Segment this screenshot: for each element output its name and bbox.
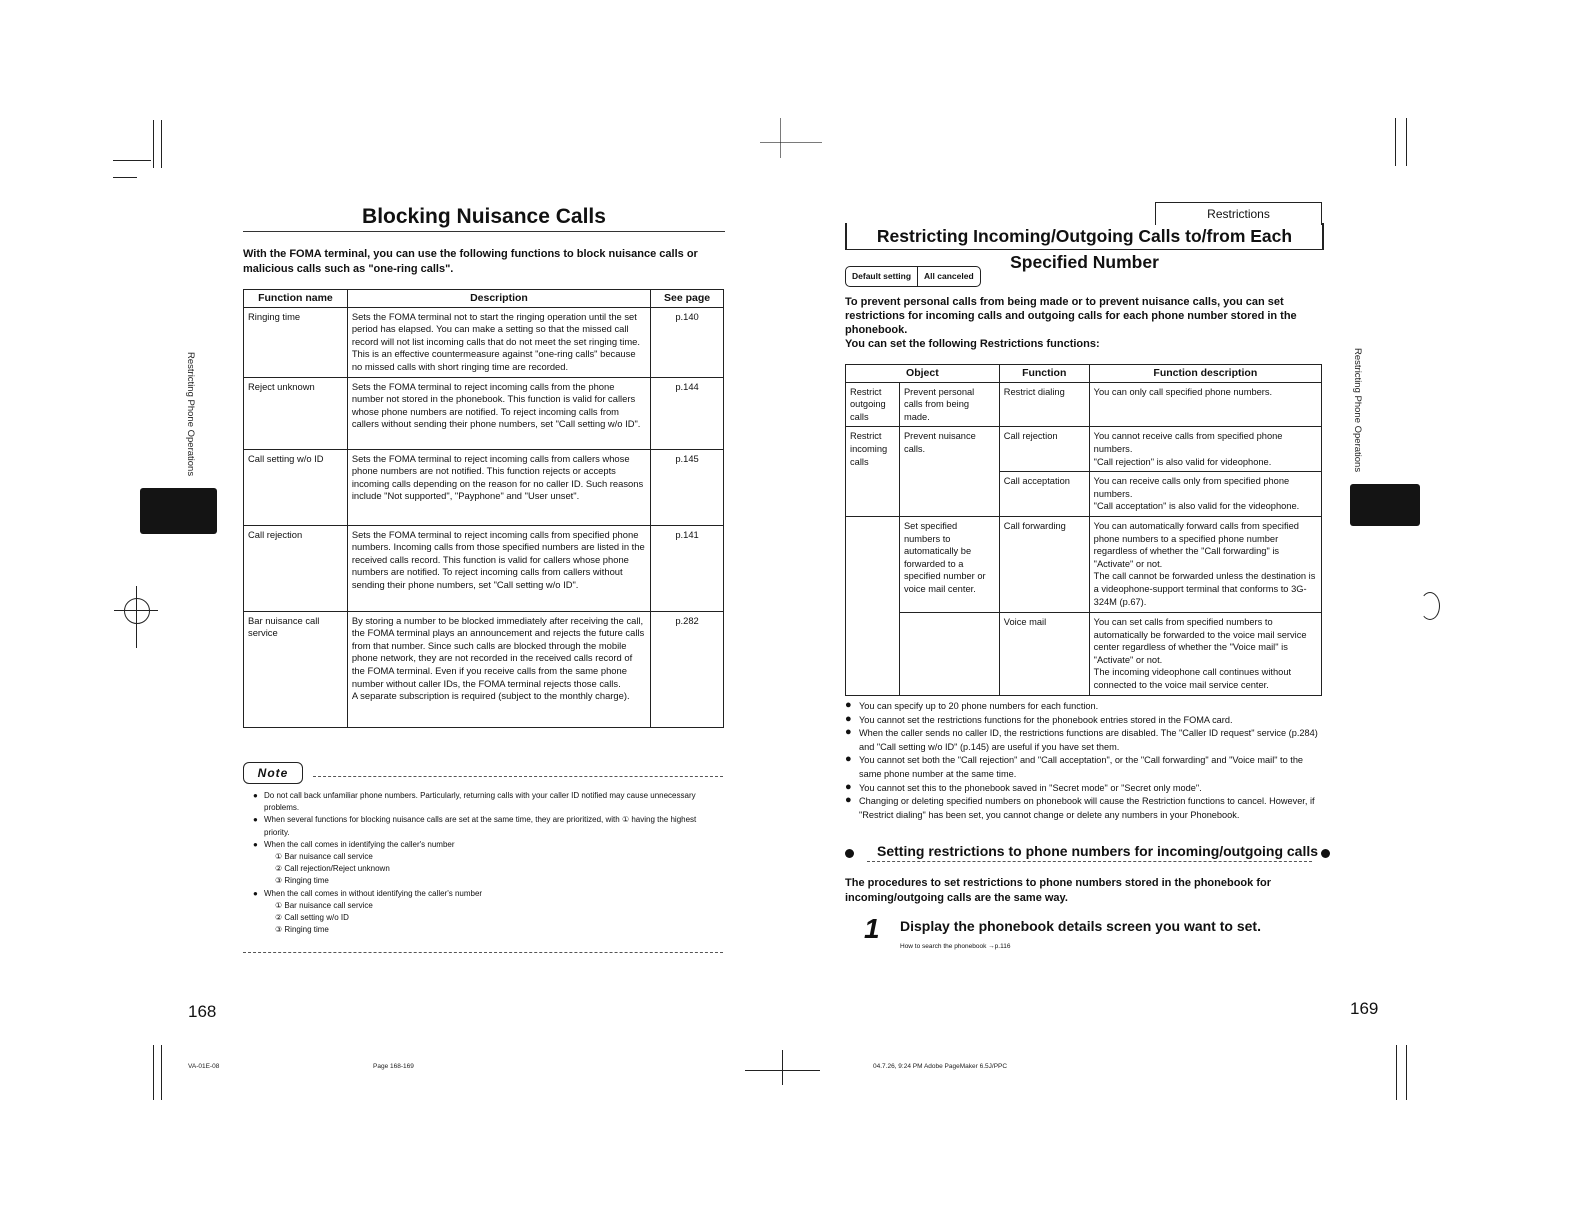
- side-chapter-label: Restricting Phone Operations: [1352, 348, 1363, 473]
- description-text: You cannot receive calls from specified phone numbers.: [1093, 431, 1283, 454]
- section-heading: [845, 843, 1330, 865]
- description-note: "Call rejection" is also valid for videophone.: [1093, 456, 1272, 467]
- bullet-icon: [845, 849, 854, 858]
- right-intro: [845, 295, 1315, 351]
- print-slug: Page 168-169: [373, 1063, 414, 1070]
- column-header: Function name: [244, 290, 348, 308]
- crop-mark: [136, 586, 137, 648]
- table-row: [244, 611, 724, 727]
- divider: [243, 952, 723, 953]
- description-note: A separate subscription is required (subject to the monthly charge).: [351, 690, 630, 702]
- left-intro: With the FOMA terminal, you can use the following functions to block nuisance calls or malicious calls such as "one-ring calls".: [243, 248, 698, 275]
- bullet-item: ● You cannot set both the "Call rejection" and "Call acceptation", or the "Call forwarding" and "Voice mail" to the same phone number at the same time.: [845, 754, 1325, 781]
- description-note: "Call acceptation" is also valid for the videophone.: [1093, 501, 1300, 512]
- function-description: [1089, 516, 1321, 612]
- column-header: Function: [999, 365, 1089, 383]
- function-description: Sets the FOMA terminal to reject incoming calls from callers whose phone numbers are not notified. This function rejects or accepts incoming calls depending on the reason for no caller ID. Such reasons include "Not supported", "Payphone" and "User unset".: [347, 449, 650, 525]
- function-name: Voice mail: [999, 612, 1089, 695]
- object-group: [846, 516, 900, 695]
- function-description: [347, 611, 650, 727]
- note-list: [253, 790, 715, 936]
- description-text: You can receive calls only from specified phone numbers.: [1093, 476, 1290, 499]
- section-tab: Restrictions: [1155, 202, 1322, 225]
- page-title: Blocking Nuisance Calls: [352, 205, 616, 228]
- restriction-notes: [845, 700, 1325, 822]
- column-header: Description: [347, 290, 650, 308]
- object-group: Restrict incoming calls: [846, 427, 900, 517]
- table-row: [846, 382, 1322, 427]
- section-title: Setting restrictions to phone numbers for incoming/outgoing calls: [877, 843, 1319, 859]
- page-reference: p.282: [651, 611, 724, 727]
- bullet-icon: [1321, 849, 1330, 858]
- note-item: ● When the call comes in identifying the caller's number: [253, 839, 715, 851]
- function-name: Call setting w/o ID: [244, 449, 348, 525]
- priority-item: ② Call rejection/Reject unknown: [275, 864, 390, 874]
- function-description: Sets the FOMA terminal not to start the ringing operation until the set period has elapsed. You can make a setting so that the missed call record will not list incoming calls that do not meet the set ringing time. This is an effective countermeasure against "one-ring calls" because no missed calls with short ringing time are recorded.: [347, 307, 650, 377]
- table-row: [846, 516, 1322, 612]
- bullet-item: ● Changing or deleting specified numbers on phonebook will cause the Restriction functions to cancel. However, if "Restrict dialing" has been set, you cannot change or delete any numbers in your Phonebook.: [845, 795, 1325, 822]
- priority-item: ① Bar nuisance call service: [275, 900, 373, 910]
- bullet-item: ● You can specify up to 20 phone numbers for each function.: [845, 700, 1325, 714]
- crop-mark: [780, 118, 781, 158]
- priority-item: ③ Ringing time: [275, 925, 329, 935]
- function-name: Call acceptation: [999, 472, 1089, 517]
- page-reference: p.145: [651, 449, 724, 525]
- table-row: [244, 449, 724, 525]
- function-name: Call forwarding: [999, 516, 1089, 612]
- registration-mark: [124, 598, 150, 624]
- table-row: [244, 307, 724, 377]
- note-item: ● When several functions for blocking nuisance calls are set at the same time, they are prioritized, with ① having the highest priority.: [253, 814, 715, 838]
- note-item: ● When the call comes in without identifying the caller's number: [253, 888, 715, 900]
- table-row: [846, 612, 1322, 695]
- side-chapter-label: Restricting Phone Operations: [185, 352, 196, 477]
- note-section: [243, 762, 723, 952]
- function-description: [1089, 472, 1321, 517]
- chapter-tab: [1350, 484, 1420, 526]
- crop-mark: [1406, 1045, 1407, 1100]
- procedure-intro: The procedures to set restrictions to phone numbers stored in the phonebook for incoming/outgoing calls are the same way.: [845, 877, 1271, 904]
- crop-mark: [153, 1045, 154, 1100]
- step-number: 1: [864, 913, 880, 944]
- description-text: You can automatically forward calls from specified phone numbers to a specified phone number regardless of whether the "Call forwarding" is "Activate" or not.: [1093, 520, 1299, 569]
- restrictions-table: [845, 364, 1322, 696]
- description-note: The incoming videophone call continues without connected to the voice mail service center.: [1093, 667, 1292, 690]
- crop-mark: [782, 1050, 783, 1085]
- function-description: You can only call specified phone numbers.: [1089, 382, 1321, 427]
- page-reference: p.141: [651, 525, 724, 611]
- bullet-item: ● When the caller sends no caller ID, the restrictions functions are disabled. The "Caller ID request" service (p.284) and "Call setting w/o ID" (p.145) are useful if you have set them.: [845, 727, 1325, 754]
- function-description: Sets the FOMA terminal to reject incoming calls from specified phone numbers. Incoming calls from those specified numbers are listed in the received calls record. This function is valid for callers whose phone numbers are notified. To reject incoming calls from callers without sending their phone numbers, set "Call setting w/o ID".: [347, 525, 650, 611]
- intro-text: You can set the following Restrictions functions:: [845, 338, 1100, 350]
- function-name: Bar nuisance call service: [244, 611, 348, 727]
- object-purpose: [899, 612, 999, 695]
- default-setting-label: Default setting: [852, 271, 912, 281]
- crop-mark: [113, 177, 137, 178]
- page-number: 169: [1350, 999, 1379, 1018]
- chapter-tab: [140, 488, 217, 534]
- crop-mark: [760, 142, 822, 143]
- function-description: Sets the FOMA terminal to reject incoming calls from the phone number not stored in the phonebook. This function is valid for callers whose phone numbers are notified. To reject incoming calls from callers without sending their phone numbers, set "Call setting w/o ID".: [347, 377, 650, 449]
- table-row: [244, 377, 724, 449]
- crop-mark: [1395, 118, 1396, 166]
- crop-mark: [153, 120, 154, 168]
- object-purpose: Prevent personal calls from being made.: [899, 382, 999, 427]
- crop-mark: [1406, 118, 1407, 166]
- crop-mark: [113, 160, 151, 161]
- print-slug: VA-01E-08: [188, 1063, 220, 1070]
- note-badge: Note: [243, 762, 303, 784]
- object-purpose: Set specified numbers to automatically be forwarded to a specified number or voice mail center.: [899, 516, 999, 612]
- page-reference: p.140: [651, 307, 724, 377]
- bullet-item: ● You cannot set the restrictions functions for the phonebook entries stored in the FOMA card.: [845, 714, 1325, 728]
- page-number: 168: [188, 1002, 217, 1021]
- page-reference: p.144: [651, 377, 724, 449]
- print-slug: 04.7.26, 9:24 PM Adobe PageMaker 6.5J/PPC: [873, 1063, 1008, 1070]
- crop-mark: [161, 1045, 162, 1100]
- priority-item: ① Bar nuisance call service: [275, 852, 373, 862]
- description-note: The call cannot be forwarded unless the destination is a videophone-support terminal that conforms to 3G-324M (p.67).: [1093, 571, 1316, 607]
- object-group: Restrict outgoing calls: [846, 382, 900, 427]
- column-header: Function description: [1089, 365, 1321, 383]
- column-header: Object: [846, 365, 1000, 383]
- description-text: You can set calls from specified numbers to automatically be forwarded to the voice mail service center regardless of whether the "Voice mail" is "Activate" or not.: [1093, 616, 1307, 665]
- function-description: [1089, 612, 1321, 695]
- nuisance-functions-table: [243, 289, 724, 728]
- left-title-block: [243, 203, 725, 239]
- function-name: Reject unknown: [244, 377, 348, 449]
- function-name: Ringing time: [244, 307, 348, 377]
- table-row: [244, 525, 724, 611]
- object-purpose: Prevent nuisance calls.: [899, 427, 999, 517]
- bullet-item: ● You cannot set this to the phonebook saved in "Secret mode" or "Secret only mode".: [845, 782, 1325, 796]
- crop-mark: [161, 120, 162, 168]
- crop-mark: [1396, 1045, 1397, 1100]
- default-setting-value: All canceled: [917, 267, 980, 286]
- step-text: Display the phonebook details screen you want to set.: [900, 918, 1261, 934]
- function-name: Call rejection: [999, 427, 1089, 472]
- note-item: ● Do not call back unfamiliar phone numbers. Particularly, returning calls with your caller ID notified may cause unnecessary problems.: [253, 790, 715, 814]
- step-reference: How to search the phonebook →p.116: [900, 943, 1011, 950]
- intro-text: To prevent personal calls from being made or to prevent nuisance calls, you can set restrictions for incoming calls and outgoing calls for each phone number stored in the phonebook.: [845, 296, 1297, 336]
- function-name: Restrict dialing: [999, 382, 1089, 427]
- page-title: Restricting Incoming/Outgoing Calls to/from Each Specified Number: [845, 223, 1324, 250]
- table-row: [846, 427, 1322, 472]
- priority-item: ② Call setting w/o ID: [275, 913, 349, 923]
- column-header: See page: [651, 290, 724, 308]
- default-setting-badge: [845, 266, 981, 287]
- function-description: [1089, 427, 1321, 472]
- description-text: By storing a number to be blocked immediately after receiving the call, the FOMA terminal plays an announcement and rejects the future calls from that number. Since such calls are blocked through the mobile phone network, they are not recorded in the received calls record of the FOMA terminal. Even if you receive calls from the same phone number without caller IDs, the FOMA terminal rejects those calls.: [351, 614, 645, 689]
- function-name: Call rejection: [244, 525, 348, 611]
- registration-mark: [1420, 592, 1440, 620]
- priority-item: ③ Ringing time: [275, 876, 329, 886]
